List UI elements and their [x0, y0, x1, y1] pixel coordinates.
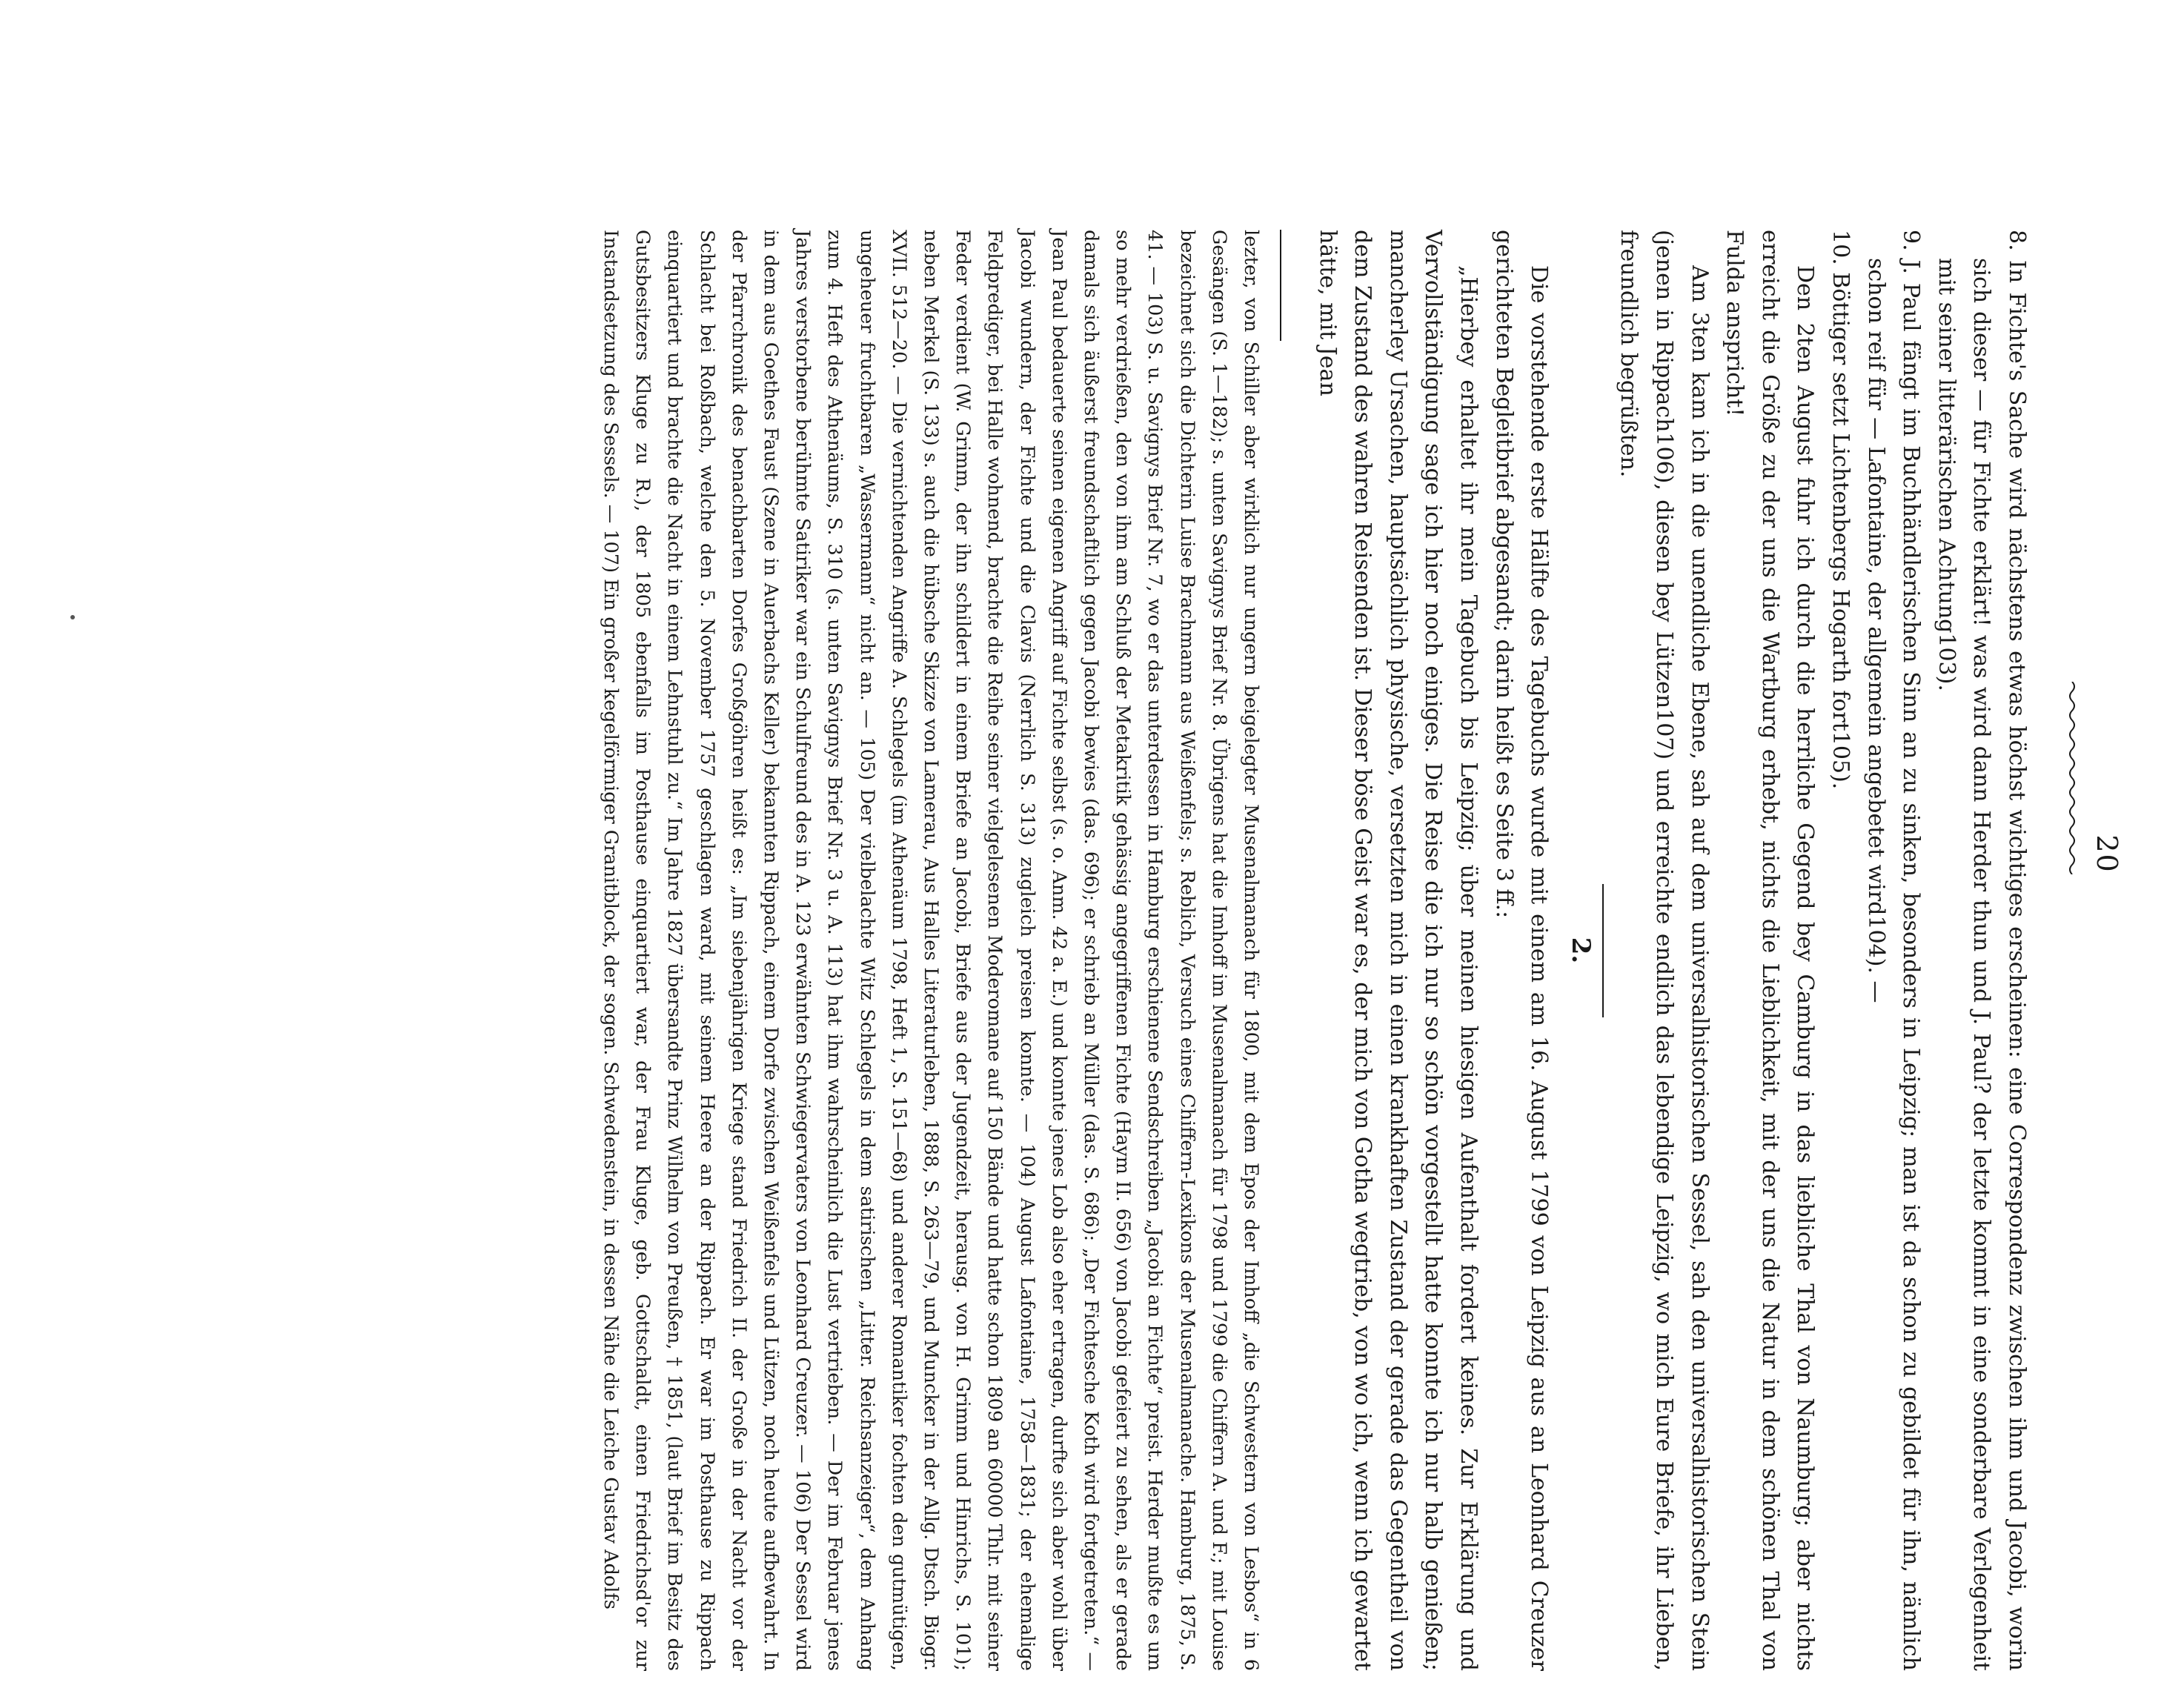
footnotes	[594, 230, 1301, 1671]
footnote-text: lezter, von Schiller aber wirklich nur ungern beigelegter Musenalmanach für 1800, mit dem Epos der Imhoff „die Schwestern von Lesbos“ in 6 Gesängen (S. 1—182); s. unten Savignys Brief Nr. 8. Übrigens hat die Imhoff im Musenalmanach für 1798 und 1799 die Chiffern A. und F.; mit Louise bezeichnet sich die Dichterin Luise Brachmann aus Weißenfels; s. Reblich, Versuch eines Chiffern-Lexikons der Musenalmanache. Hamburg, 1875, S. 41. — 103) S. u. Savignys Brief Nr. 7, wo er das unterdessen in Hamburg erschienene Sendschreiben „Jacobi an Fichte“ preist. Herder mußte es um so mehr verdrießen, den von ihm am Schluß der Metakritik gehässig angegriffenen Fichte (Haym II. 656) von Jacobi gefeiert zu sehen, als er gerade damals sich äußerst freundschaftlich gegen Jacobi bewies (das. 696); er schrieb an Müller (das. S. 686): „Der Fichtesche Koth wird fortgetreten.“ — Jean Paul bedauerte seinen eigenen Angriff auf Fichte selbst (s. o. Anm. 42 a. E.) und konnte jenes Lob also eher ertragen, durfte sich aber wohl über Jacobi wundern, der Fichte und die Clavis (Nerrlich S. 313) zugleich preisen konnte. — 104) August Lafontaine, 1758—1831; der ehemalige Feldprediger, bei Halle wohnend, brachte die Reihe seiner vielgelesenen Moderomane auf 150 Bände und hatte schon 1809 an 60000 Thlr. mit seiner Feder verdient (W. Grimm, der ihn schildert in einem Briefe an Jacobi, Briefe aus der Jugendzeit, herausg. von H. Grimm und Hinrichs, S. 101); neben Merkel (S. 133) s. auch die hübsche Skizze von Lamerau, Aus Halles Literaturleben, 1888, S. 263—79, und Muncker in der Allg. Dtsch. Biogr. XVII. 512—20. — Die vernichtenden Angriffe A. Schlegels (im Athenäum 1798, Heft 1, S. 151—68) und anderer Romantiker fochten den gutmütigen, ungeheuer fruchtbaren „Wassermann“ nicht an. — 105) Der vielbelachte Witz Schlegels in dem satirischen „Litter. Reichsanzeiger“, dem Anhang zum 4. Heft des Athenäums, S. 310 (s. unten Savignys Brief Nr. 3 u. A. 113) hat ihm wahrscheinlich die Lust vertrieben. — Der im Februar jenes Jahres verstorbene berühmte Satiriker war ein Schulfreund des in A. 123 erwähnten Schwiegervaters von Leonhard Creuzer. — 106) Der Sessel wird in dem aus Goethes Faust (Szene in Auerbachs Keller) bekannten Rippach, einem Dorfe zwischen Weißenfels und Lützen, noch heute aufbewahrt. In der Pfarrchronik des benachbarten Dorfes Großgöhren heißt es: „Im siebenjährigen Kriege stand Friedrich II. der Große in der Nacht vor der Schlacht bei Roßbach, welche den 5. November 1757 geschlagen ward, mit seinem Heere an der Rippach. Er war im Posthause zu Rippach einquartiert und brachte die Nacht in einem Lehnstuhl zu.“ Im Jahre 1827 übersandte Prinz Wilhelm von Preußen, † 1851, (laut Brief im Besitz des Gutsbesitzers Kluge zu R.), der 1805 ebenfalls im Posthause einquartiert war, der Frau Kluge, geb. Gottschaldt, einen Friedrichsd'or zur Instandsetzung des Sessels. — 107) Ein großer kegelförmiger Granitblock, der sogen. Schwedenstein, in dessen Nähe die Leiche Gustav Adolfs	[599, 230, 1262, 1671]
ornament-wavy-line	[2068, 682, 2077, 874]
page-number: 20	[2091, 834, 2123, 874]
paragraph-hierbey: „Hierbey erhaltet ihr mein Tagebuch bis Leipzig; über meinen hiesigen Aufenthalt fordert keines. Zur Erklärung und Vervollständigung sage ich hier noch einiges. Die Reise die ich nur so schön vorgestellt hatte konnte ich nur halb genießen; mancherley Ursachen, hauptsächlich physische, versetzten mich in einen krankhaften Zustand der gerade das Gegentheil von dem Zustand des wahren Reisenden ist. Dieser böse Geist war es, der mich von Gotha wegtrieb, von wo ich, wenn ich gewartet hätte, mit Jean	[1314, 230, 1482, 1671]
paragraph-august: Den 2ten August fuhr ich durch die herrliche Gegend bey Camburg in das liebliche Thal von Naumburg; aber nichts erreicht die Größe zu der uns die Wartburg erhebt, nichts die Lieblichkeit, mit der uns die Natur in dem schönen Thal von Fulda anspricht!	[1722, 230, 1819, 1671]
numbered-item-9: 9. J. Paul fängt im Buchhändlerischen Sinn an zu sinken, besonders in Leipzig; man ist da schon zu gebildet für ihn, nämlich schon reif für — Lafontaine, der allgemein angebetet wird104). —	[1862, 230, 1925, 1671]
body-text	[1310, 230, 2034, 1671]
section-divider	[1602, 884, 1604, 1017]
numbered-item-8: 8. In Fichte's Sache wird nächstens etwas höchst wichtiges erscheinen: eine Correspondenz zwischen ihm und Jacobi, worin sich dieser — für Fichte erklärt! was wird dann Herder thun und J. Paul? der letzte kommt in eine sonderbare Verlegenheit mit seiner litterärischen Achtung103).	[1933, 230, 2030, 1671]
scan-speck	[70, 615, 75, 619]
section-number: 2.	[1565, 937, 1596, 964]
paragraph-3ten: Am 3ten kam ich in die unendliche Ebene, sah auf dem universalhistorischen Sessel, sah den universalhistorischen Stein (jenen in Rippach106), diesen bey Lützen107) und erreichte endlich das lebendige Leipzig, wo mich Eure Briefe, ihr Lieben, freundlich begrüßten.	[1616, 230, 1713, 1671]
numbered-item-10: 10. Böttiger setzt Lichtenbergs Hogarth fort105).	[1828, 230, 1854, 790]
paragraph-vorstehende: Die vorstehende erste Hälfte des Tagebuchs wurde mit einem am 16. August 1799 von Leipzig aus an Leonhard Creuzer gerichteten Begleitbrief abgesandt; darin heißt es Seite 3 ff.:	[1490, 230, 1553, 1671]
footnote-separator	[1280, 230, 1281, 341]
